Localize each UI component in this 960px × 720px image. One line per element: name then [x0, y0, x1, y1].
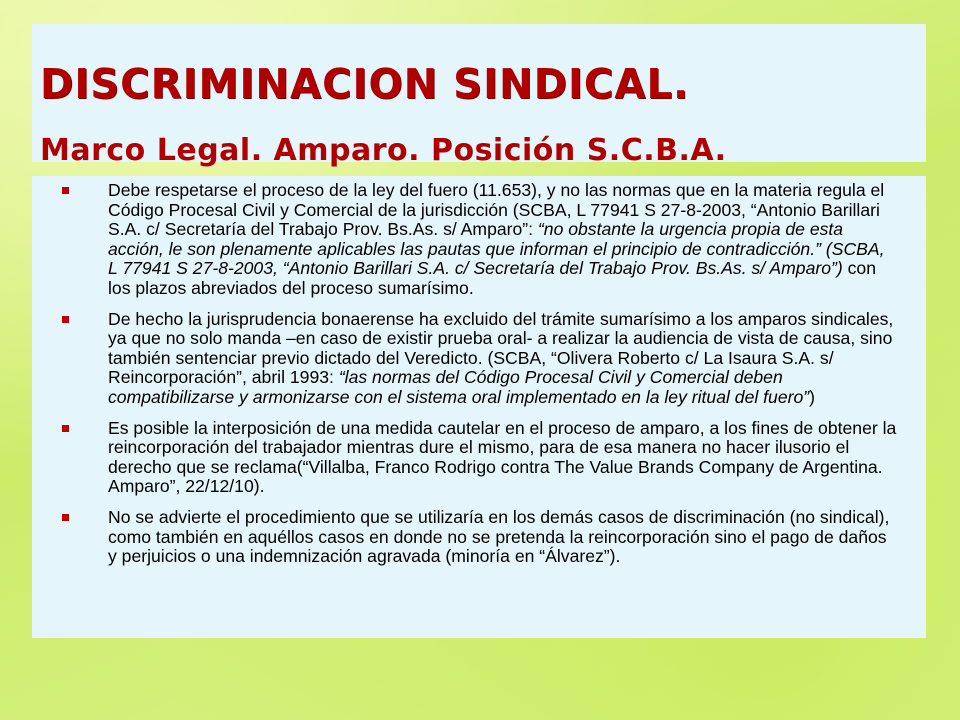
bullet-text: Debe respetarse el proceso de la ley del fuero (11.653), y no las normas que en la materia regula el Código Procesal Civil y Comercial de la jurisdicción (SCBA, L 77941 S 27-8-2003, “Antonio Barillari S.A. c/ Secretaría del Trabajo Prov. Bs.As. s/ Amparo”: — [108, 180, 885, 240]
bullet-item — [62, 310, 898, 408]
slide-title: DISCRIMINACION SINDICAL. — [40, 60, 690, 108]
bullet-text: De hecho la jurisprudencia bonaerense ha excluido del trámite sumarísimo a los amparos sindicales, ya que no solo manda –en caso de existir prueba oral- a realizar la audiencia de vista de causa, sino también sentenciar previo dictado del Veredicto. (SCBA, “Olivera Roberto c/ La Isaura S.A. s/ Reincorporación”, abril 1993: — [108, 308, 894, 388]
square-bullet-icon — [62, 425, 69, 432]
content-box — [32, 176, 926, 638]
bullet-item — [62, 419, 898, 497]
bullet-list — [62, 181, 898, 578]
bullet-item — [62, 181, 898, 299]
slide-subtitle: Marco Legal. Amparo. Posición S.C.B.A. — [40, 133, 727, 168]
bullet-text: con los plazos abreviados del proceso sumarísimo. — [108, 258, 876, 298]
bullet-quote: “las normas del Código Procesal Civil y Comercial deben compatibilizarse y armonizarse con el sistema oral implementado en la ley ritual del fuero” — [108, 367, 810, 407]
square-bullet-icon — [62, 514, 69, 521]
square-bullet-icon — [62, 316, 69, 323]
bullet-text: No se advierte el procedimiento que se utilizaría en los demás casos de discriminación (no sindical), como también en aquéllos casos en donde no se pretenda la reincorporación sino el pago de daños y perjuicios o una indemnización agravada (minoría en “Álvarez”). — [108, 506, 890, 567]
bullet-item — [62, 508, 898, 567]
bullet-text: Es posible la interposición de una medida cautelar en el proceso de amparo, a los fines de obtener la reincorporación del trabajador mientras dure el mismo, para de esa manera no hacer ilusorio el derecho que se reclama(“Villalba, Franco Rodrigo contra The Value Brands Company de Argentina. Amparo”, 22/12/10). — [108, 417, 897, 497]
square-bullet-icon — [62, 187, 69, 194]
title-box — [32, 24, 926, 168]
bullet-quote: “no obstante la urgencia propia de esta acción, le son plenamente aplicables las pautas que informan el principio de contradicción.” (SCBA, L 77941 S 27-8-2003, “Antonio Barillari S.A. c/ Secretaría del Trabajo Prov. Bs.As. s/ Amparo”) — [108, 219, 885, 279]
bullet-text: ) — [809, 386, 815, 407]
